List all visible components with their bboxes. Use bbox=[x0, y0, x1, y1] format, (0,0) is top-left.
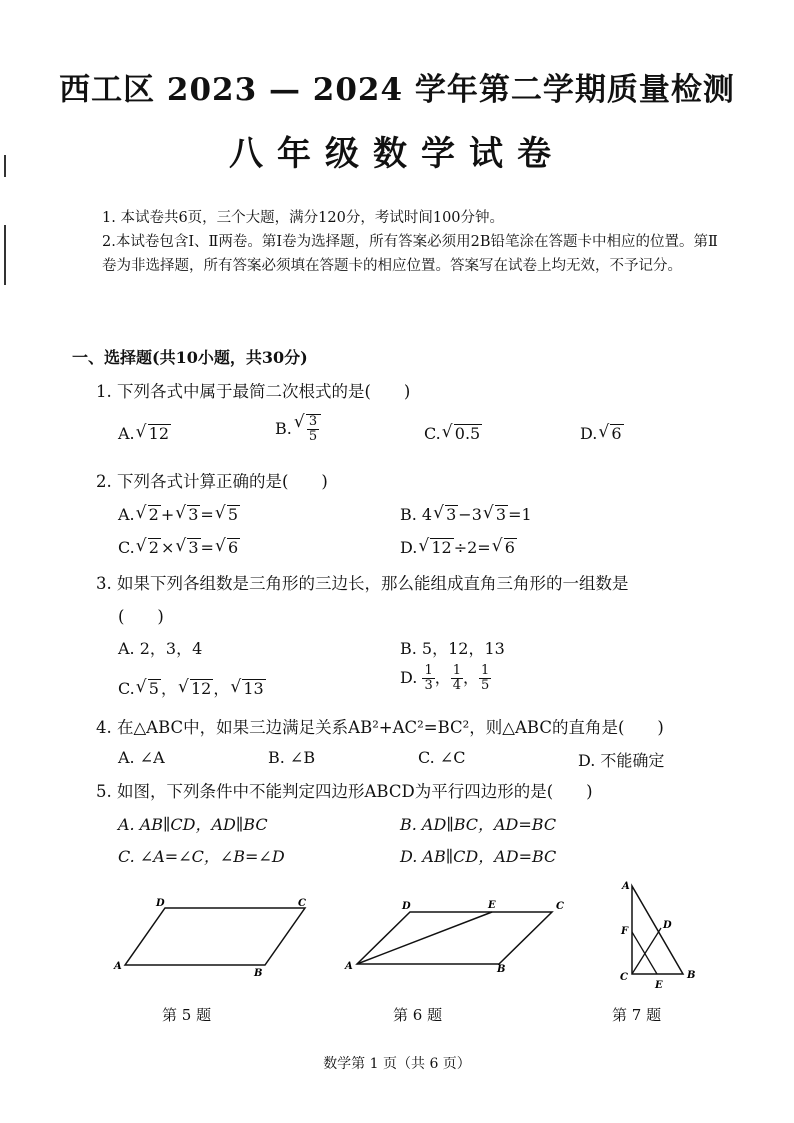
q4-option-d: D. 不能确定 bbox=[578, 751, 665, 770]
label-d: D bbox=[402, 901, 411, 912]
sqrt-expr: √ 6 bbox=[504, 538, 517, 557]
q5-option-c: C. ∠A=∠C，∠B=∠D bbox=[118, 847, 285, 866]
opt-letter: A. bbox=[118, 424, 135, 443]
q3-option-b: B. 5，12，13 bbox=[400, 639, 505, 658]
segment-cd bbox=[632, 928, 661, 974]
denominator: 4 bbox=[452, 678, 462, 693]
label-c: C bbox=[556, 901, 564, 912]
instruction-2-text: 2.本试卷包含Ⅰ、Ⅱ两卷。第Ⅰ卷为选择题，所有答案必须用2B铅笔涂在答题卡中相应的位置。第Ⅱ卷为非选择题，所有答案必须填在答题卡的相应位置。答案写在试卷上均无效，不予记分。 bbox=[102, 234, 718, 274]
figure-6-caption: 第 6 题 bbox=[393, 1006, 443, 1024]
opt-letter: D. bbox=[400, 668, 418, 687]
sqrt-expr: √ 12 bbox=[148, 424, 171, 443]
sqrt-expr: √ 3 bbox=[187, 505, 200, 524]
sqrt-expr: √ 0.5 bbox=[454, 424, 482, 443]
q1-option-b bbox=[275, 414, 321, 444]
operator: ÷2= bbox=[453, 538, 491, 557]
operator: −3 bbox=[458, 505, 482, 524]
page-footer: 数学第 1 页（共 6 页） bbox=[323, 1056, 471, 1072]
q2-option-a bbox=[118, 505, 240, 524]
fraction bbox=[479, 664, 491, 693]
instructions bbox=[72, 206, 722, 278]
instruction-1: 1. 本试卷共6页，三个大题，满分120分，考试时间100分钟。 bbox=[102, 210, 505, 226]
question-1: 1. 下列各式中属于最简二次根式的是( ) bbox=[96, 382, 411, 401]
q5-option-d: D. AB∥CD，AD=BC bbox=[400, 847, 557, 866]
q3-option-c bbox=[118, 676, 266, 699]
q3-option-d bbox=[400, 664, 491, 693]
exam-subtitle: 八年级数学试卷 bbox=[229, 134, 565, 174]
operator: =1 bbox=[508, 505, 532, 524]
label-d: D bbox=[663, 920, 672, 931]
q1-option-d bbox=[580, 424, 624, 443]
figure-6-parallelogram bbox=[340, 892, 570, 982]
instruction-2 bbox=[72, 230, 722, 278]
sqrt-expr: √ 13 bbox=[242, 679, 265, 698]
question-3-paren: ( ) bbox=[118, 607, 164, 626]
separator: ， bbox=[213, 679, 230, 698]
opt-letter: B. bbox=[275, 419, 292, 438]
numerator: 1 bbox=[452, 663, 462, 678]
margin-mark bbox=[4, 225, 6, 285]
operator: × bbox=[160, 538, 175, 557]
sqrt-expr: √ 3 bbox=[187, 538, 200, 557]
operator: = bbox=[200, 505, 214, 524]
question-2: 2. 下列各式计算正确的是( ) bbox=[96, 472, 328, 491]
sqrt-expr: √ 2 bbox=[148, 505, 161, 524]
label-d: D bbox=[156, 898, 165, 909]
opt-letter: C. bbox=[118, 679, 135, 698]
label-c: C bbox=[298, 898, 306, 909]
sqrt-expr: √ 6 bbox=[610, 424, 623, 443]
denominator: 5 bbox=[481, 678, 490, 693]
denominator: 3 bbox=[424, 678, 433, 693]
figure-5-parallelogram bbox=[110, 890, 315, 980]
q4-option-b: B. ∠B bbox=[268, 748, 316, 767]
label-a: A bbox=[114, 961, 122, 972]
operator: + bbox=[160, 505, 175, 524]
q4-option-a: A. ∠A bbox=[118, 748, 165, 767]
sqrt-expr: √ 12 bbox=[430, 538, 453, 557]
q5-option-b: B. AD∥BC，AD=BC bbox=[400, 815, 557, 834]
sqrt-expr: √ 5 bbox=[148, 679, 161, 698]
figure-5-caption: 第 5 题 bbox=[162, 1006, 212, 1024]
sqrt-expr: √ 6 bbox=[227, 538, 240, 557]
figure-7-triangle bbox=[615, 876, 705, 994]
question-5: 5. 如图，下列条件中不能判定四边形ABCD为平行四边形的是( ) bbox=[96, 782, 593, 801]
separator: ， bbox=[160, 679, 177, 698]
sqrt-expr: √ 2 bbox=[148, 538, 161, 557]
exam-title: 西工区 2023 — 2024 学年第二学期质量检测 bbox=[59, 72, 735, 108]
fraction bbox=[307, 415, 319, 444]
numerator: √ 3 bbox=[308, 414, 318, 429]
numerator: 1 bbox=[424, 663, 433, 678]
numerator: 1 bbox=[481, 663, 490, 678]
question-3: 3. 如果下列各组数是三角形的三边长，那么能组成直角三角形的一组数是 bbox=[96, 574, 629, 593]
q1-option-a bbox=[118, 424, 171, 443]
section-heading-choice: 一、选择题(共10小题，共30分) bbox=[72, 348, 308, 367]
operator: = bbox=[200, 538, 214, 557]
q4-option-c: C. ∠C bbox=[418, 748, 466, 767]
opt-letter: D. bbox=[580, 424, 598, 443]
label-c: C bbox=[620, 972, 628, 983]
opt-letter: A. bbox=[118, 505, 135, 524]
sqrt-expr: √ 12 bbox=[190, 679, 213, 698]
q5-option-a: A. AB∥CD，AD∥BC bbox=[118, 815, 268, 834]
label-b: B bbox=[254, 968, 263, 979]
label-a: A bbox=[345, 961, 353, 972]
q3-option-a: A. 2，3，4 bbox=[118, 639, 203, 658]
q2-option-d bbox=[400, 538, 517, 557]
separator: ， bbox=[463, 668, 480, 687]
q2-option-c bbox=[118, 538, 240, 557]
fraction bbox=[422, 664, 434, 693]
opt-letter: D. bbox=[400, 538, 418, 557]
q1-option-c bbox=[424, 424, 482, 443]
separator: ， bbox=[434, 668, 451, 687]
label-b: B bbox=[497, 964, 506, 975]
fraction bbox=[451, 664, 463, 693]
label-e: E bbox=[488, 900, 496, 911]
parallelogram-abcd bbox=[125, 908, 305, 965]
label-f: F bbox=[621, 926, 629, 937]
label-a: A bbox=[622, 881, 630, 892]
opt-letter: B. 4 bbox=[400, 505, 433, 524]
label-b: B bbox=[687, 970, 696, 981]
segment-ae bbox=[357, 912, 492, 964]
sqrt-expr bbox=[306, 414, 321, 444]
opt-letter: C. bbox=[118, 538, 135, 557]
q2-option-b bbox=[400, 505, 532, 524]
opt-letter: C. bbox=[424, 424, 441, 443]
denominator: 5 bbox=[308, 429, 318, 444]
sqrt-expr: √ 5 bbox=[227, 505, 240, 524]
label-e: E bbox=[655, 980, 663, 991]
sqrt-expr: √ 3 bbox=[495, 505, 508, 524]
question-4: 4. 在△ABC中，如果三边满足关系AB²+AC²=BC²，则△ABC的直角是( ) bbox=[96, 718, 664, 737]
sqrt-expr: √ 3 bbox=[445, 505, 458, 524]
figure-7-caption: 第 7 题 bbox=[612, 1006, 662, 1024]
parallelogram-abcd bbox=[357, 912, 552, 964]
